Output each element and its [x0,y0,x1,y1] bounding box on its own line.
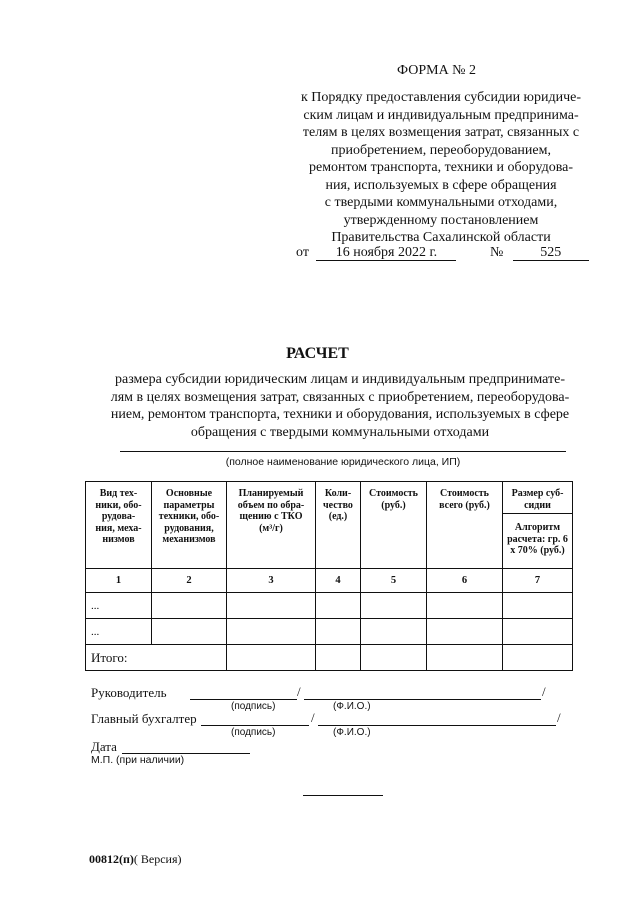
table-cell[interactable] [427,593,503,619]
table-cell[interactable] [152,593,227,619]
header-quantity: Коли- чество (ед.) [316,482,361,569]
form-title: ФОРМА № 2 [397,63,477,78]
stamp-label: М.П. (при наличии) [91,754,185,766]
slash-separator: / [542,684,546,699]
column-number: 5 [361,569,427,593]
decree-number: 525 [513,245,589,261]
from-label: от [296,245,309,260]
table-cell[interactable] [427,645,503,671]
subtitle-line: лям в целях возмещения затрат, связанных с приобретением, переоборудова- [110,389,570,405]
table-row [86,593,573,619]
table-cell[interactable] [503,619,573,645]
column-number: 7 [503,569,573,593]
order-line: телям в целях возмещения затрат, связанных с [302,125,580,140]
total-row [86,645,573,671]
table-cell[interactable] [503,645,573,671]
header-main-parameters: Основные параметры техники, обо- рудования, механизмов [152,482,227,569]
version-code: 00812(п) [89,852,134,866]
table-cell[interactable] [227,619,316,645]
document-heading: РАСЧЕТ [286,345,349,362]
slash-separator: / [297,684,301,699]
order-line: с твердыми коммунальными отходами, [324,195,558,210]
header-algorithm: Алгоритм расчета: гр. 6 х 70% (руб.) [503,514,573,569]
number-label: № [489,245,504,260]
header-subsidy-amount: Размер суб- сидии [503,482,573,514]
name-caption: (Ф.И.О.) [333,701,371,712]
table-cell[interactable] [361,645,427,671]
table-cell[interactable] [427,619,503,645]
version-footer [89,852,182,867]
table-cell[interactable] [227,593,316,619]
document-subtitle [90,371,590,441]
name-caption: (Ф.И.О.) [333,727,371,738]
entity-name-caption: (полное наименование юридического лица, ИП) [225,456,461,468]
order-line: ским лицам и индивидуальным предпринима- [303,107,579,123]
slash-separator: / [557,710,561,725]
table-cell[interactable] [152,619,227,645]
order-line: ния, используемых в сфере обращения [325,177,557,193]
head-signature-field[interactable] [190,699,297,700]
row-placeholder: ... [86,619,152,645]
order-line: приобретением, переоборудованием, [330,142,551,158]
table-cell[interactable] [361,593,427,619]
order-line: к Порядку предоставления субсидии юридиче- [300,90,582,105]
order-line: утвержденному постановлением [343,212,539,228]
signature-caption: (подпись) [231,727,276,738]
signature-caption: (подпись) [231,701,276,712]
table-cell[interactable] [503,593,573,619]
order-reference [280,89,602,247]
entity-name-field[interactable] [120,451,566,452]
order-line: Правительства Сахалинской области [331,230,551,245]
date-label: Дата [91,739,117,754]
order-line: ремонтом транспорта, техники и оборудова- [308,160,573,175]
column-number: 3 [227,569,316,593]
decree-date-row [296,245,589,261]
header-equipment-type: Вид тех- ники, обо- рудова- ния, меха- низмов [86,482,152,569]
table-row [86,619,573,645]
version-label: ( Версия) [133,852,182,866]
table-cell[interactable] [227,645,316,671]
row-placeholder: ... [86,593,152,619]
column-number: 6 [427,569,503,593]
column-number: 4 [316,569,361,593]
table-cell[interactable] [316,593,361,619]
head-name-field[interactable] [304,699,541,700]
end-divider [303,795,383,796]
table-cell[interactable] [316,645,361,671]
table-cell[interactable] [361,619,427,645]
table-cell[interactable] [316,619,361,645]
accountant-name-field[interactable] [318,725,556,726]
accountant-label: Главный бухгалтер [91,711,197,726]
subtitle-line: обращения с твердыми коммунальными отходами [190,424,490,440]
header-total-cost: Стоимость всего (руб.) [427,482,503,569]
subtitle-line: нием, ремонтом транспорта, техники и оборудования, используемых в сфере [110,407,570,422]
column-number: 1 [86,569,152,593]
calculation-table [85,481,573,671]
header-planned-volume: Планируемый объем по обра- щению с ТКО (м³/г) [227,482,316,569]
head-label: Руководитель [91,685,167,700]
slash-separator: / [311,710,315,725]
subtitle-line: размера субсидии юридическим лицам и индивидуальным предпринимате- [114,372,566,387]
column-number: 2 [152,569,227,593]
accountant-signature-field[interactable] [201,725,309,726]
header-cost: Стоимость (руб.) [361,482,427,569]
total-label: Итого: [86,645,227,671]
decree-date: 16 ноября 2022 г. [316,245,456,261]
